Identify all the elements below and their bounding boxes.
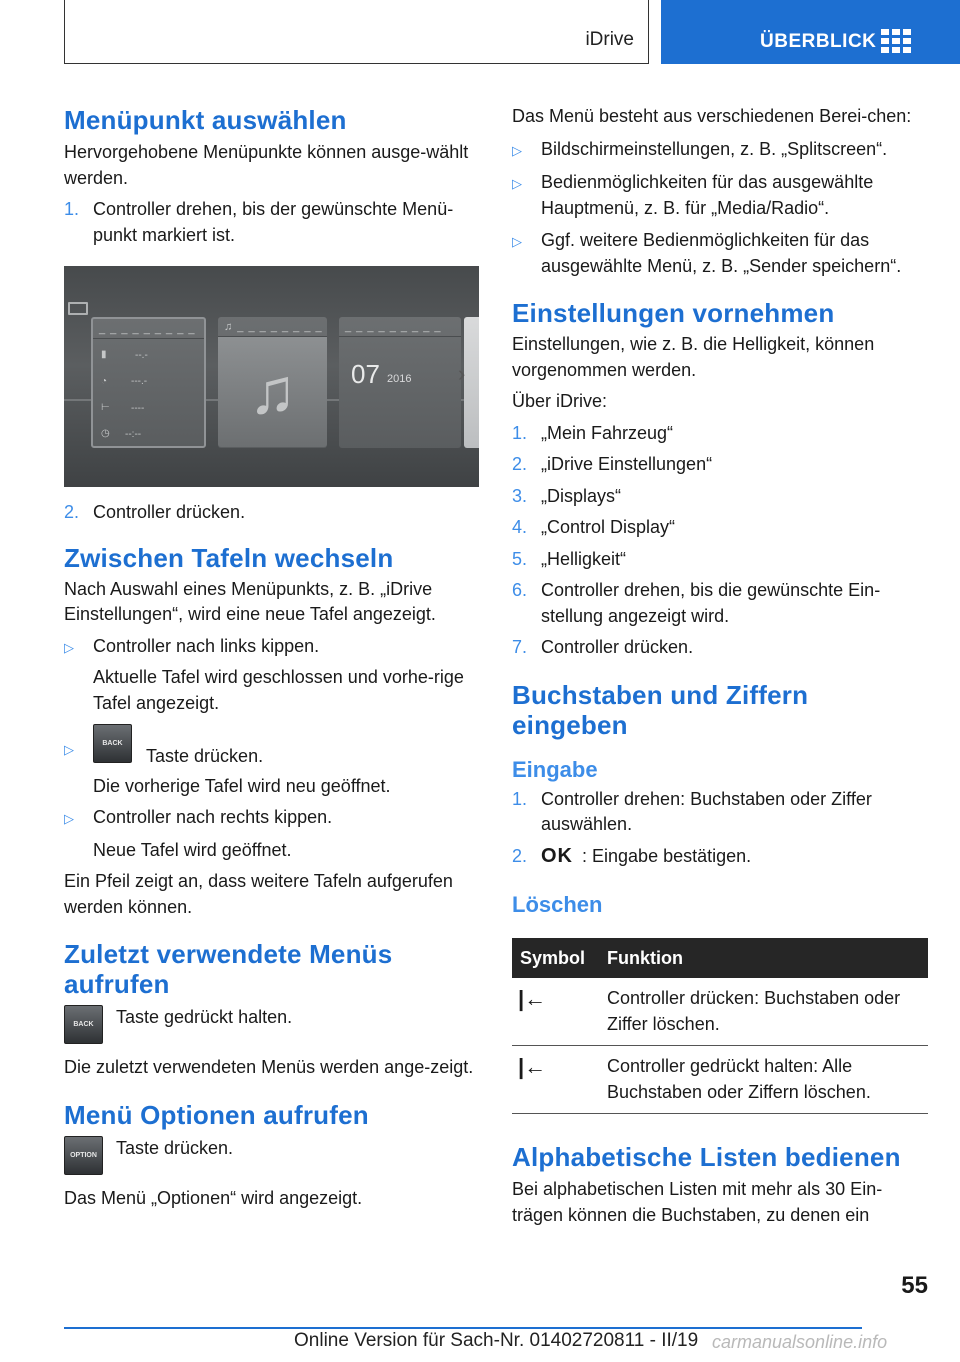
triangle-bullet-icon: ▷ — [512, 234, 522, 249]
table-header-row — [512, 938, 928, 978]
step-text: Controller drehen, bis der gewünschte Menü‐punkt markiert ist. — [93, 199, 454, 245]
delete-table — [512, 938, 928, 1114]
para-arrow: Ein Pfeil zeigt an, dass weitere Tafeln aufgerufen werden können. — [64, 871, 453, 917]
bullet-item — [512, 137, 928, 164]
step-number: 6. — [512, 580, 528, 600]
step-item — [64, 500, 478, 526]
bullet-subtext: Die vorherige Tafel wird neu geöffnet. — [93, 775, 391, 796]
step-text: Controller drehen: Buchstaben oder Ziffer auswählen. — [541, 788, 872, 834]
step-number: 1. — [512, 422, 528, 443]
left-column — [64, 100, 478, 1211]
bullet-item — [512, 228, 928, 279]
para-alpha-lists: Bei alphabetischen Listen mit mehr als 30 Ein‐trägen können die Buchstaben, zu denen ein — [512, 1179, 883, 1225]
section-tab[interactable] — [661, 0, 960, 64]
screen-panel-next — [458, 317, 479, 448]
bullet-text: Controller nach links kippen. — [93, 635, 320, 656]
step-number: 7. — [512, 637, 528, 657]
options-instruction — [64, 1136, 478, 1175]
screen-panel-media — [218, 317, 327, 448]
fuel-icon: ▮ — [101, 349, 107, 360]
step-item — [512, 421, 928, 447]
music-note-icon: ♫ — [218, 337, 327, 447]
step-text: Controller drücken. — [541, 637, 694, 657]
step-item — [512, 578, 928, 629]
para-settings: Einstellungen, wie z. B. die Helligkeit, können vorgenommen werden. — [512, 334, 875, 380]
heading-menu-select: Menüpunkt auswählen — [64, 105, 347, 135]
para-recent: Die zuletzt verwendeten Menüs werden ange‐zeigt. — [64, 1057, 474, 1078]
bullet-subtext: Aktuelle Tafel wird geschlossen und vorhe‐rige Tafel angezeigt. — [93, 667, 464, 713]
step-number: 1. — [512, 788, 528, 809]
column-header-function: Funktion — [599, 938, 928, 978]
page-number: 55 — [901, 1272, 928, 1299]
triangle-bullet-icon: ▷ — [64, 639, 74, 655]
table-cell-function: Controller gedrückt halten: Alle Buchstaben oder Ziffern löschen. — [599, 1046, 928, 1114]
heading-recent-menus: Zuletzt verwendete Menüs aufrufen — [64, 939, 393, 1000]
table-row — [512, 978, 928, 1046]
triangle-bullet-icon: ▷ — [64, 742, 74, 757]
heading-delete: Löschen — [512, 892, 603, 917]
step-text: „Helligkeit“ — [541, 548, 627, 569]
column-header-symbol: Symbol — [512, 938, 599, 978]
panel-row: --.- — [135, 350, 148, 361]
delete-icon: |← — [512, 978, 599, 1046]
split-icon — [68, 302, 88, 315]
footer-rule — [64, 1327, 862, 1329]
step-text: Controller drehen, bis die gewünschte Ein‐stellung angezeigt wird. — [541, 580, 881, 626]
triangle-bullet-icon: ▷ — [512, 142, 522, 158]
step-number: 2. — [512, 845, 528, 866]
table-row — [512, 1046, 928, 1114]
back-button-image: BACK — [93, 724, 132, 763]
screen-panel-calendar — [339, 317, 461, 448]
triangle-bullet-icon: ▷ — [512, 176, 522, 191]
date-day: 07 — [351, 359, 380, 389]
option-button-image: OPTION — [64, 1136, 103, 1175]
bullet-text: Taste drücken. — [146, 746, 264, 767]
heading-settings: Einstellungen vornehmen — [512, 298, 835, 328]
para-options: Das Menü „Optionen“ wird angezeigt. — [64, 1187, 363, 1208]
step-item — [512, 547, 928, 573]
step-item — [64, 197, 478, 248]
range-icon: ⊢ — [101, 402, 110, 413]
grid-icon — [881, 29, 911, 53]
bullet-item — [64, 724, 478, 770]
heading-switch-panels: Zwischen Tafeln wechseln — [64, 542, 394, 573]
timer-icon: ◷ — [101, 428, 110, 439]
step-text: „Displays“ — [541, 485, 622, 506]
next-arrow-icon: › — [458, 361, 466, 386]
heading-options-menu: Menü Optionen aufrufen — [64, 1099, 369, 1130]
para-menu-areas: Das Menü besteht aus verschiedenen Berei‐chen: — [512, 106, 912, 126]
step-item — [512, 844, 928, 870]
para-via-idrive: Über iDrive: — [512, 391, 608, 411]
step-text: „Mein Fahrzeug“ — [541, 422, 674, 443]
gauge-icon: ◔ — [101, 376, 108, 387]
section-tab-label: ÜBERBLICK — [760, 31, 877, 52]
step-item — [512, 635, 928, 661]
step-number: 4. — [512, 517, 528, 537]
header-frame — [64, 0, 649, 64]
panel-row: ---- — [131, 403, 145, 414]
heading-alpha-lists: Alphabetische Listen bedienen — [512, 1142, 901, 1172]
step-number: 3. — [512, 485, 528, 506]
step-text: „Control Display“ — [541, 517, 676, 537]
heading-letters-digits: Buchstaben und Ziffern eingeben — [512, 679, 809, 740]
options-instruction-text: Taste drücken. — [116, 1137, 234, 1158]
panel-row: ---.- — [131, 376, 148, 387]
date-year: 2016 — [387, 373, 412, 385]
step-number: 2. — [64, 502, 80, 522]
ok-icon: OK — [541, 844, 573, 867]
heading-input: Eingabe — [512, 756, 598, 782]
step-number: 5. — [512, 548, 528, 569]
footer-text: Online Version für Sach-Nr. 01402720811 - II/19 — [294, 1330, 699, 1351]
bullet-text: Bedienmöglichkeiten für das ausgewählte Hauptmenü, z. B. für „Media/Radio“. — [541, 172, 874, 218]
step-text: „iDrive Einstellungen“ — [541, 454, 713, 474]
chapter-title: iDrive — [585, 29, 634, 50]
step-item — [512, 787, 928, 838]
bullet-text: Ggf. weitere Bedienmöglichkeiten für das ausgewählte Menü, z. B. „Sender speichern“. — [541, 230, 902, 276]
triangle-bullet-icon: ▷ — [64, 811, 74, 827]
recent-instruction — [64, 1005, 478, 1044]
screen-panel-vehicle — [91, 317, 206, 448]
bullet-text: Controller nach rechts kippen. — [93, 807, 333, 828]
step-text: Controller drücken. — [93, 502, 246, 522]
step-item — [512, 452, 928, 478]
bullet-subtext: Neue Tafel wird geöffnet. — [93, 839, 292, 860]
bullet-item — [64, 634, 478, 661]
right-column — [512, 100, 928, 1228]
panel-head: _ _ _ _ _ _ _ _ _ — [339, 317, 461, 337]
step-item — [512, 484, 928, 510]
bullet-text: Bildschirmeinstellungen, z. B. „Splitscreen“. — [541, 138, 888, 159]
delete-icon: |← — [512, 1046, 599, 1114]
back-button-image: BACK — [64, 1005, 103, 1044]
idrive-screen-image — [64, 266, 479, 487]
table-cell-function: Controller drücken: Buchstaben oder Ziffer löschen. — [599, 978, 928, 1046]
panel-row: --:-- — [125, 429, 142, 440]
recent-instruction-text: Taste gedrückt halten. — [116, 1007, 293, 1028]
step-text: : Eingabe bestätigen. — [582, 845, 752, 866]
panel-head: _ _ _ _ _ _ _ _ _ — [93, 319, 204, 339]
step-item — [512, 515, 928, 541]
step-number: 2. — [512, 454, 528, 474]
panel-head: ♫ _ _ _ _ _ _ _ _ — [218, 317, 327, 337]
bullet-item — [512, 170, 928, 221]
bullet-item — [64, 805, 478, 832]
step-number: 1. — [64, 199, 80, 219]
para-menu-select: Hervorgehobene Menüpunkte können ausge‐wählt werden. — [64, 142, 469, 188]
watermark: carmanualsonline.info — [712, 1332, 888, 1352]
para-switch-panels: Nach Auswahl eines Menüpunkts, z. B. „iDrive Einstellungen“, wird eine neue Tafel angezeigt. — [64, 578, 436, 624]
